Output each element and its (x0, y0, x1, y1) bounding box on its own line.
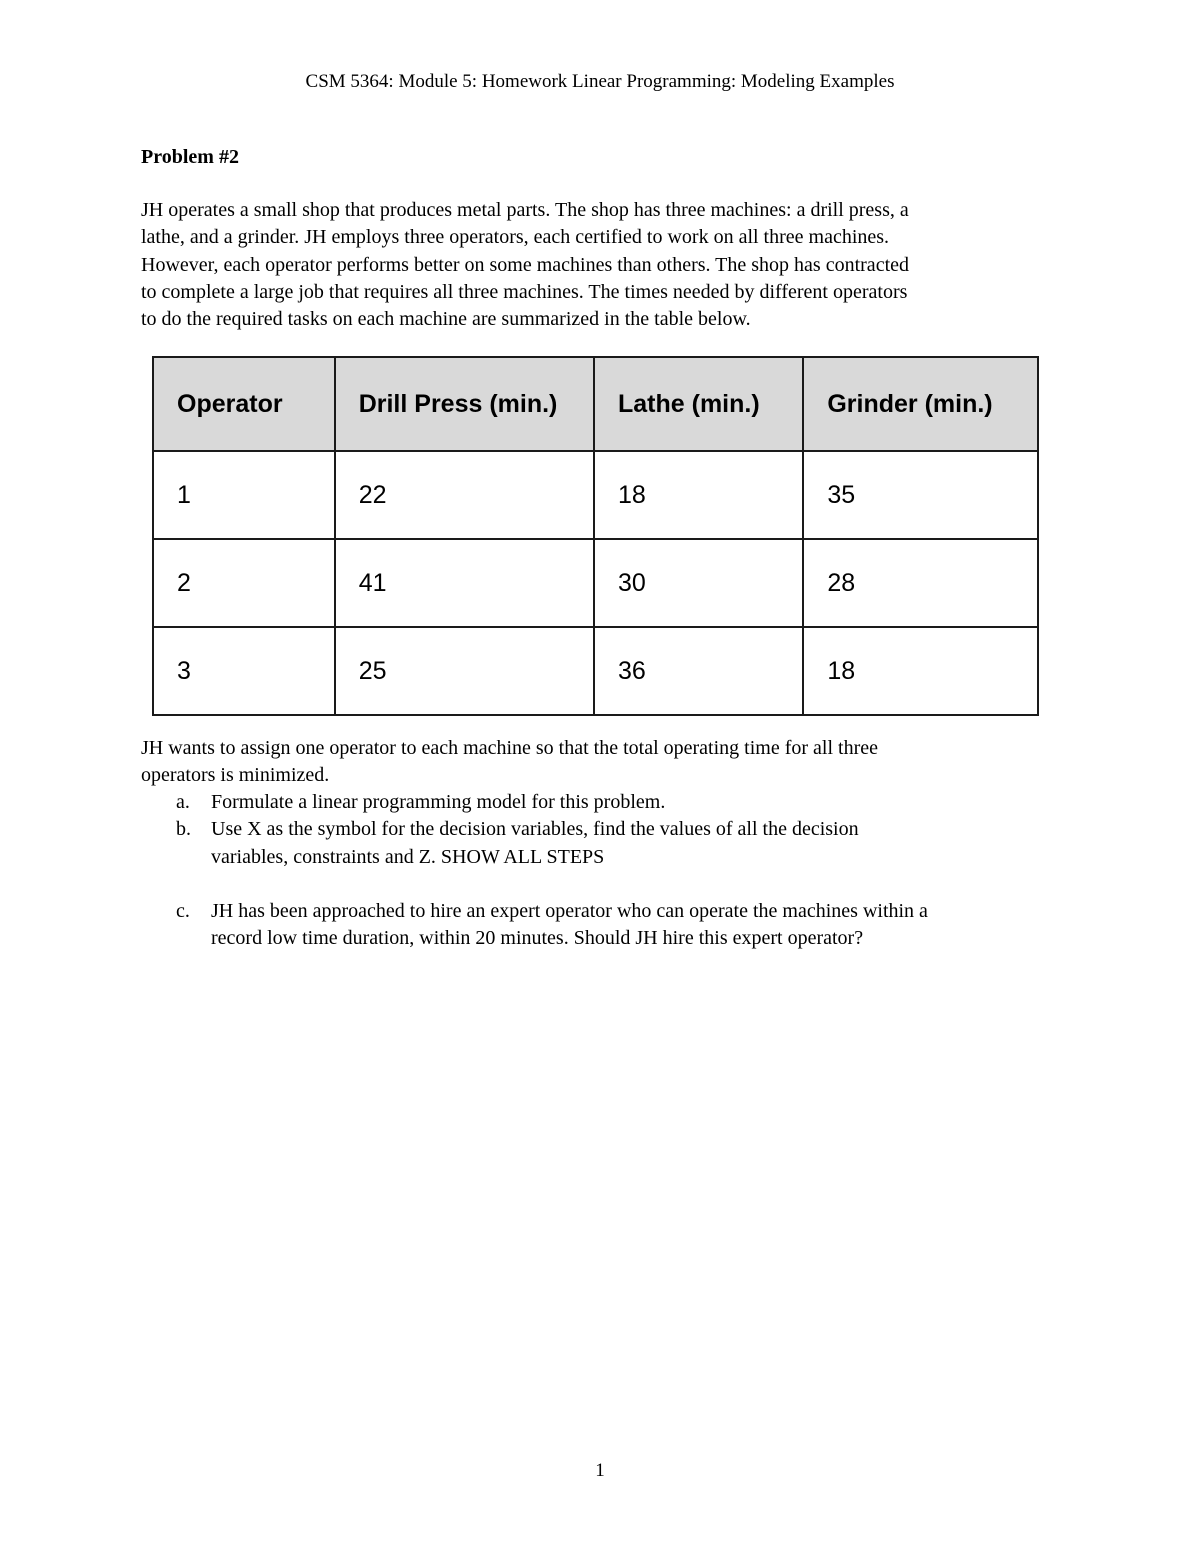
cell-lathe: 30 (594, 539, 803, 627)
intro-line: However, each operator performs better on some machines than others. The shop has contracted (141, 253, 909, 276)
cell-operator: 3 (153, 627, 335, 715)
cell-drill-press: 25 (335, 627, 594, 715)
question-b (141, 816, 1081, 871)
question-line: record low time duration, within 20 minutes. Should JH hire this expert operator? (211, 927, 864, 950)
table-row (153, 627, 1038, 715)
page-number: 1 (595, 1460, 605, 1481)
question-line: Formulate a linear programming model for this problem. (211, 791, 666, 813)
header-lathe: Lathe (min.) (594, 357, 803, 451)
problem-intro (141, 197, 1071, 333)
intro-line: lathe, and a grinder. JH employs three operators, each certified to work on all three machines. (141, 226, 890, 249)
intro-line: to complete a large job that requires all three machines. The times needed by different operators (141, 280, 908, 303)
header-drill-press: Drill Press (min.) (335, 357, 594, 451)
cell-grinder: 28 (803, 539, 1038, 627)
cell-operator: 2 (153, 539, 335, 627)
problem-title: Problem #2 (141, 146, 239, 168)
question-c (141, 898, 1081, 953)
cell-lathe: 36 (594, 627, 803, 715)
table-row (153, 539, 1038, 627)
question-letter: c. (176, 899, 190, 922)
question-a (141, 789, 1081, 816)
header-grinder: Grinder (min.) (803, 357, 1038, 451)
followup-line: operators is minimized. (141, 764, 330, 787)
followup-line: JH wants to assign one operator to each machine so that the total operating time for all three (141, 737, 878, 759)
question-line: Use X as the symbol for the decision variables, find the values of all the decision (211, 818, 859, 841)
header-operator: Operator (153, 357, 335, 451)
table-header-row (153, 357, 1038, 451)
cell-drill-press: 22 (335, 451, 594, 539)
followup-paragraph (141, 735, 1071, 790)
page-header: CSM 5364: Module 5: Homework Linear Programming: Modeling Examples (305, 71, 895, 92)
operator-times-table (152, 356, 1039, 716)
cell-operator: 1 (153, 451, 335, 539)
table-row (153, 451, 1038, 539)
cell-lathe: 18 (594, 451, 803, 539)
cell-grinder: 35 (803, 451, 1038, 539)
question-letter: b. (176, 818, 191, 841)
cell-drill-press: 41 (335, 539, 594, 627)
intro-line: JH operates a small shop that produces metal parts. The shop has three machines: a drill press, a (141, 199, 909, 221)
question-line: variables, constraints and Z. SHOW ALL STEPS (211, 845, 605, 868)
question-list (141, 789, 1081, 952)
question-letter: a. (176, 791, 190, 813)
cell-grinder: 18 (803, 627, 1038, 715)
question-line: JH has been approached to hire an expert operator who can operate the machines within a (211, 899, 928, 922)
intro-line: to do the required tasks on each machine are summarized in the table below. (141, 308, 751, 331)
